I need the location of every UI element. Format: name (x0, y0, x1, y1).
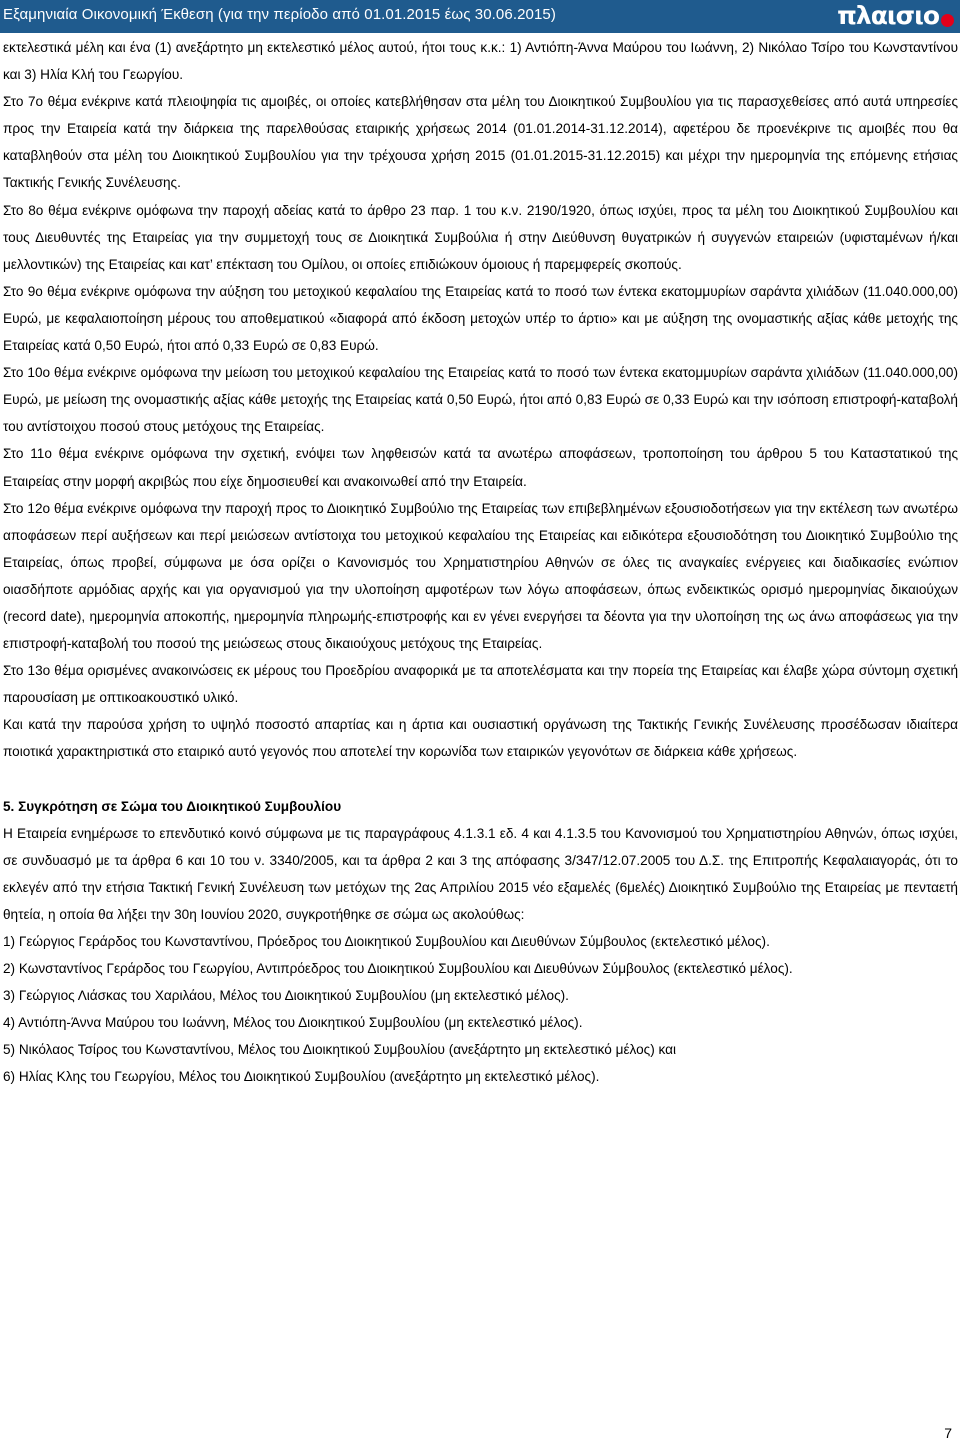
member-item: 5) Νικόλαος Τσίρος του Κωνσταντίνου, Μέλος του Διοικητικού Συμβουλίου (ανεξάρτητο μη εκτελεστικό μέλος) και (3, 1042, 677, 1058)
paragraph-item-12: Στο 12ο θέμα ενέκρινε ομόφωνα την παροχή προς το Διοικητικό Συμβούλιο της Εταιρείας των επιβεβλημένων εξουσιοδοτήσεων για την εκτέλεση των ανωτέρω αποφάσεων περί αυξήσεων και περί μειώσεων αντίστοιχα του μετοχικού κεφαλαίου της Εταιρείας και ειδικότερα εξουσιοδότηση του Διοικητικό Συμβούλιο της Εταιρείας, όπως προβεί, σύμφωνα με όσα ορίζει ο Κανονισμός του Χρηματιστηρίου Αθηνών σε όλες τις αναγκαίες ενέργειες και διαδικασίες ενώπιον οιασδήποτε αρμόδιας αρχής και για οργανισμού για την υλοποίηση αμφοτέρων των λόγω αποφάσεων, όπως ενδεικτικώς ορισμό ημερομηνίας δικαιούχων (record date), ημερομηνία αποκοπής, ημερομηνία πληρωμής-επιστροφής και εν γένει ενεργήσει τα δέοντα για την υλοποίηση της ως άνω αποφάσεως για την επιστροφή-καταβολή του ποσού της μειώσεως στους δικαιούχους μετόχους της Εταιρείας. (3, 500, 958, 652)
paragraph-item-10: Στο 10ο θέμα ενέκρινε ομόφωνα την μείωση του μετοχικού κεφαλαίου της Εταιρείας κατά το ποσό των έντεκα εκατομμυρίων σαράντα χιλιάδων (11.040.000,00) Ευρώ, με μείωση της ονομαστικής αξίας κάθε μετοχής της Εταιρείας κατά 0,50 Ευρώ, ήτοι από 0,83 Ευρώ σε 0,33 Ευρώ και την ισόποση επιστροφή-καταβολή του αντίστοιχου ποσού στους μετόχους της Εταιρείας. (3, 365, 958, 435)
section-spacer (3, 766, 958, 793)
logo-text: πλαισιο (837, 1, 939, 30)
paragraph-item-11: Στο 11ο θέμα ενέκρινε ομόφωνα την σχετική, ενόψει των ληφθεισών κατά τα ανωτέρω αποφάσεων, τροποποίηση του άρθρου 5 του Καταστατικού της Εταιρείας στην μορφή ακριβώς που είχε δημοσιευθεί και ανακοινωθεί από την Εταιρεία. (3, 446, 958, 489)
paragraph-continuation: εκτελεστικά μέλη και ένα (1) ανεξάρτητο μη εκτελεστικό μέλος αυτού, ήτοι τους κ.κ.: 1) Αντιόπη-Άννα Μαύρου του Ιωάννη, 2) Νικόλαο Τσίρο του Κωνσταντίνου και 3) Ηλία Κλή του Γεωργίου. (3, 40, 958, 83)
paragraph-item-13: Στο 13ο θέμα ορισμένες ανακοινώσεις εκ μέρους του Προεδρίου αναφορικά με τα αποτελέσματα και την πορεία της Εταιρείας και έλαβε χώρα σύντομη σχετική παρουσίαση με οπτικοακουστικό υλικό. (3, 663, 958, 706)
member-item: 3) Γεώργιος Λιάσκας του Χαριλάου, Μέλος του Διοικητικού Συμβουλίου (μη εκτελεστικό μέλος). (3, 988, 569, 1004)
section-intro: Η Εταιρεία ενημέρωσε το επενδυτικό κοινό σύμφωνα με τις παραγράφους 4.1.3.1 εδ. 4 και 4.1.3.5 του Κανονισμού του Χρηματιστηρίου Αθηνών, όπως ισχύει, σε συνδυασμό με τα άρθρα 6 και 10 του ν. 3340/2005, και τα άρθρα 2 και 3 της απόφασης 3/347/12.07.2005 του Δ.Σ. της Επιτροπής Κεφαλαιαγοράς, ότι το εκλεγέν από την ετήσια Τακτική Γενική Συνέλευση των μετόχων της 2ας Απριλίου 2015 νέο εξαμελές (6μελές) Διοικητικό Συμβούλιο της Εταιρείας με πενταετή θητεία, η οποία θα λήξει την 30η Ιουνίου 2020, συγκροτήθηκε σε σώμα ως ακολούθως: (3, 825, 958, 922)
page-number: 7 (944, 1425, 952, 1441)
member-item: 1) Γεώργιος Γεράρδος του Κωνσταντίνου, Πρόεδρος του Διοικητικού Συμβουλίου και Διευθύνων Σύμβουλος (εκτελεστικό μέλος). (3, 934, 770, 949)
section-heading: 5. Συγκρότηση σε Σώμα του Διοικητικού Συμβουλίου (3, 798, 342, 814)
document-body (3, 34, 958, 1091)
logo-dot-icon (941, 14, 954, 27)
member-item: 6) Ηλίας Κλης του Γεωργίου, Μέλος του Διοικητικού Συμβουλίου (ανεξάρτητο μη εκτελεστικό μέλος). (3, 1069, 600, 1085)
paragraph-item-9: Στο 9ο θέμα ενέκρινε ομόφωνα την αύξηση του μετοχικού κεφαλαίου της Εταιρείας κατά το ποσό των έντεκα εκατομμυρίων σαράντα χιλιάδων (11.040.000,00) Ευρώ, με κεφαλαιοποίηση μέρους του αποθεματικού «διαφορά από έκδοση μετοχών υπέρ το άρτιο» και με αύξηση της ονομαστικής αξίας κάθε μετοχής της Εταιρείας κατά 0,50 Ευρώ, ήτοι από 0,33 Ευρώ σε 0,83 Ευρώ. (3, 283, 958, 354)
paragraph-closing: Και κατά την παρούσα χρήση το υψηλό ποσοστό απαρτίας και η άρτια και ουσιαστική οργάνωση της Τακτικής Γενικής Συνέλευσης προσέδωσαν ιδιαίτερα ποιοτικά χαρακτηριστικά στο εταιρικό αυτό γεγονός που αποτελεί την κορωνίδα των εταιρικών γεγονότων σε διάρκεια κάθε χρήσεως. (3, 717, 958, 760)
report-title: Εξαμηνιαία Οικονομική Έκθεση (για την περίοδο από 01.01.2015 έως 30.06.2015) (3, 6, 556, 23)
plaisio-logo (837, 3, 954, 29)
paragraph-item-7: Στο 7ο θέμα ενέκρινε κατά πλειοψηφία τις αμοιβές, οι οποίες κατεβλήθησαν στα μέλη του Διοικητικού Συμβουλίου για τις παρασχεθείσες από αυτά υπηρεσίες προς την Εταιρεία κατά την διάρκεια της παρελθούσας εταιρικής χρήσεως 2014 (01.01.2014-31.12.2014), αφετέρου δε προενέκρινε τις αμοιβές που θα καταβληθούν στα μέλη του Διοικητικού Συμβουλίου για την τρέχουσα χρήση 2015 (01.01.2015-31.12.2015) και μέχρι την ημερομηνία της επόμενης ετήσιας Τακτικής Γενικής Συνέλευσης. (3, 94, 958, 191)
member-item: 4) Αντιόπη-Άννα Μαύρου του Ιωάννη, Μέλος του Διοικητικού Συμβουλίου (μη εκτελεστικό μέλος). (3, 1015, 583, 1031)
paragraph-item-8: Στο 8ο θέμα ενέκρινε ομόφωνα την παροχή αδείας κατά το άρθρο 23 παρ. 1 του κ.ν. 2190/1920, όπως ισχύει, προς τα μέλη του Διοικητικού Συμβουλίου και τους Διευθυντές της Εταιρείας για την συμμετοχή τους σε Διοικητικά Συμβούλια ή στην Διεύθυνση θυγατρικών ή συγγενών εταιρειών (υφισταμένων ή/και μελλοντικών) της Εταιρείας και κατ’ επέκταση του Ομίλου, οι οποίες επιδιώκουν όμοιους ή παρεμφερείς σκοπούς. (3, 202, 958, 272)
page-header (0, 0, 960, 33)
member-item: 2) Κωνσταντίνος Γεράρδος του Γεωργίου, Αντιπρόεδρος του Διοικητικού Συμβουλίου και Διευθύνων Σύμβουλος (εκτελεστικό μέλος). (3, 961, 793, 977)
